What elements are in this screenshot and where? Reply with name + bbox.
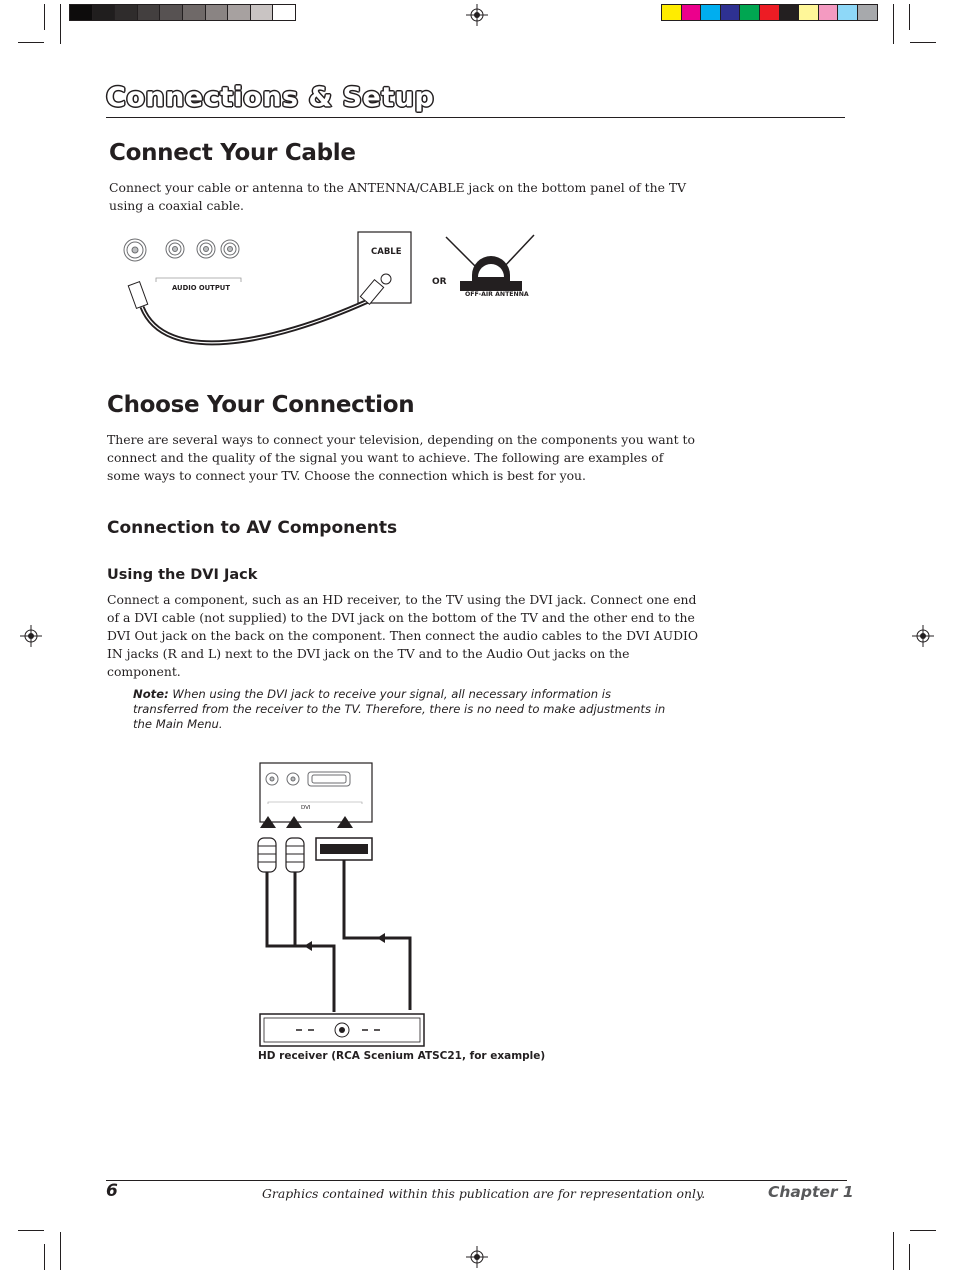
- color-swatch: [837, 4, 858, 21]
- figure-caption: HD receiver (RCA Scenium ATSC21, for example): [258, 1050, 546, 1062]
- color-swatch: [739, 4, 760, 21]
- color-swatch: [759, 4, 780, 21]
- dvi-jack-body: Connect a component, such as an HD receiver, to the TV using the DVI jack. Connect one end of a DVI cable (not supplied) to the DVI jack on the bottom of the TV and the other end to the DVI Out jack on the back on the component. Then connect the audio cables to the DVI AUDIO IN jacks (R and L) next to the DVI jack on the TV and to the Audio Out jacks on the component.: [107, 592, 699, 679]
- note-label: Note:: [133, 687, 169, 701]
- crop-mark: [893, 1232, 894, 1270]
- av-components-heading: Connection to AV Components: [107, 518, 398, 538]
- color-swatch: [700, 4, 721, 21]
- antenna-icon: [446, 235, 534, 291]
- color-swatch: [857, 4, 878, 21]
- crop-mark: [909, 4, 910, 30]
- connect-cable-heading: Connect Your Cable: [109, 140, 356, 166]
- color-swatch: [818, 4, 839, 21]
- crop-mark: [910, 1230, 936, 1231]
- footer-disclaimer: Graphics contained within this publication are for representation only.: [262, 1186, 706, 1201]
- gray-swatch: [250, 4, 274, 21]
- crop-mark: [909, 1244, 910, 1270]
- color-swatch: [779, 4, 800, 21]
- crop-mark: [893, 4, 894, 44]
- choose-connection-heading: Choose Your Connection: [107, 392, 415, 418]
- color-swatch: [720, 4, 741, 21]
- gray-swatch: [92, 4, 116, 21]
- crop-mark: [44, 1244, 45, 1270]
- gray-swatch: [159, 4, 183, 21]
- footer-rule: [106, 1180, 847, 1181]
- gray-swatch: [137, 4, 161, 21]
- choose-connection-body: There are several ways to connect your television, depending on the components you want to connect and the quality of the signal you want to achieve. The following are examples of some ways to connect your TV. Choose the connection which is best for you.: [107, 432, 695, 483]
- dvi-panel-label: DVI: [301, 805, 311, 811]
- gray-swatch: [182, 4, 206, 21]
- header-rule: [106, 117, 845, 118]
- color-swatch: [661, 4, 682, 21]
- crop-mark: [910, 42, 936, 43]
- registration-mark-icon: [912, 625, 934, 647]
- crop-mark: [18, 42, 44, 43]
- registration-mark-icon: [20, 625, 42, 647]
- crop-mark: [18, 1230, 44, 1231]
- dvi-jack-heading: Using the DVI Jack: [107, 567, 258, 583]
- crop-mark: [60, 1232, 61, 1270]
- or-label: OR: [432, 277, 447, 287]
- registration-mark-icon: [466, 1246, 488, 1268]
- color-swatch: [798, 4, 819, 21]
- crop-mark: [60, 4, 61, 44]
- gray-swatch: [272, 4, 296, 21]
- gray-swatch: [69, 4, 93, 21]
- dvi-connection-figure: [250, 760, 440, 1050]
- chapter-label: Chapter 1: [768, 1183, 854, 1201]
- audio-output-label: AUDIO OUTPUT: [172, 284, 230, 292]
- page-number: 6: [106, 1181, 118, 1201]
- registration-mark-icon: [466, 4, 488, 26]
- gray-swatch: [205, 4, 229, 21]
- crop-mark: [44, 4, 45, 30]
- gray-swatch: [114, 4, 138, 21]
- note-text: When using the DVI jack to receive your signal, all necessary information is transferred from the receiver to the TV. Therefore, there is no need to make adjustments in the Main Menu.: [133, 687, 666, 731]
- antenna-label: OFF-AIR ANTENNA: [465, 291, 529, 298]
- dvi-note: [133, 687, 673, 732]
- audio-output-jacks: [124, 239, 239, 261]
- section-header-title: Connections & Setup: [106, 82, 435, 113]
- gray-swatch: [227, 4, 251, 21]
- cable-label: CABLE: [371, 247, 402, 257]
- color-swatch: [681, 4, 702, 21]
- connect-cable-body: Connect your cable or antenna to the ANTENNA/CABLE jack on the bottom panel of the TV using a coaxial cable.: [109, 180, 687, 213]
